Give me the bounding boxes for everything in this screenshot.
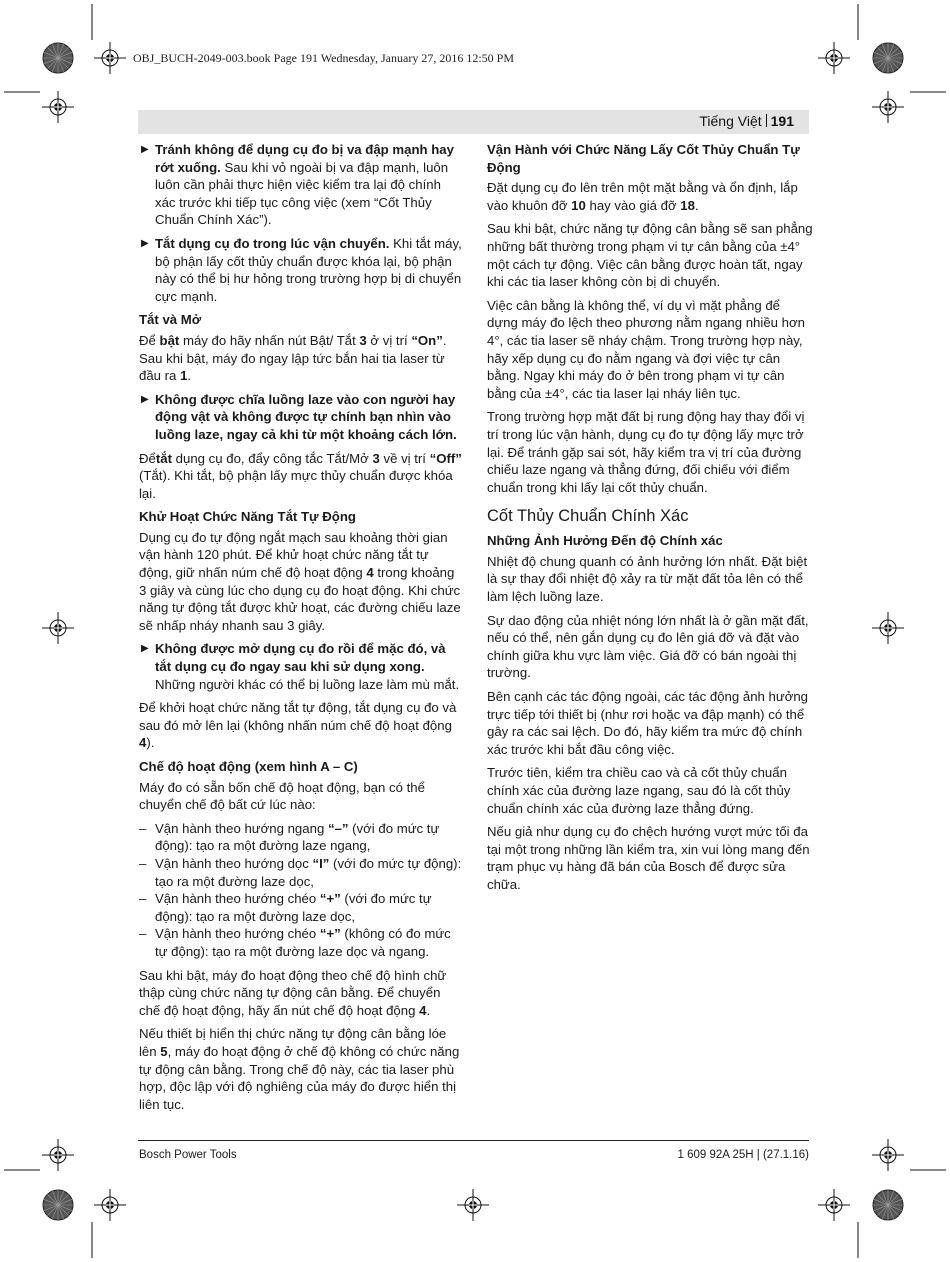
paragraph-switch-off: Đểtắt dụng cụ đo, đẩy công tắc Tắt/Mở 3 về vị trí “Off” (Tắt). Khi tắt, bộ phận lấy mực thủy chuẩn được khóa lại. <box>139 450 462 501</box>
list-item: – Vận hành theo hướng ngang “–” (với đo mức tự động): tạo ra một đường laze ngang, <box>139 820 465 855</box>
triangle-bullet-icon: ▶ <box>141 393 149 405</box>
list-item: – Vận hành theo hướng dọc “I” (với đo mức tự động): tạo ra một đường laze dọc, <box>139 855 465 890</box>
footer-brand: Bosch Power Tools <box>139 1149 237 1161</box>
warning-text: Những người khác có thể bị luồng laze làm mù mắt. <box>155 676 460 692</box>
paragraph-place: Đặt dụng cụ đo lên trên một mặt bằng và ổn định, lắp vào khuôn đỡ 10 hay vào giá đỡ 18. <box>487 180 798 213</box>
paragraph-modes-intro: Máy đo có sẵn bốn chế độ hoạt động, bạn có thể chuyển chế độ bất cứ lúc nào: <box>139 779 425 813</box>
paragraph-auto-off: Dụng cụ đo tự động ngắt mạch sau khoảng thời gian vận hành 120 phút. Để khử hoạt chức năng tắt tự động, giữ nhấn núm chế độ hoạt động 4 trong khoảng 3 giây và cùng lúc cho dụng cụ đo hoạt động. Khi chức năng tự động tắt được khử hoạt, các đường chiếu laze sẽ nhấp nháy nhanh sau 3 giây. <box>139 529 461 633</box>
warning-text: Sau khi vỏ ngoài bị va đập mạnh, luôn luôn cần phải thực hiện việc kiểm tra lại độ chính xác trước khi tiếp tục công việc (xem “Cốt Thủy Chuẩn Chính Xác”). <box>155 159 449 228</box>
paragraph-level-3: Trong trường hợp mặt đất bị rung động hay thay đổi vị trí trong lúc vận hành, dụng cụ đo tự động lấy mực trở lại. Để tránh gặp sai sót, hãy kiểm tra vị trí của đường chiếu laze ngang và thẳng đứng, đối chiếu với điểm chuẩn trong khi lấy lại cốt thủy chuẩn. <box>487 409 805 495</box>
warning-laser-eyes <box>139 391 465 444</box>
modes-list <box>139 820 465 961</box>
paragraph-after-on: Sau khi bật, máy đo hoạt động theo chế độ hình chữ thập cùng chức năng tự động cân bằng. Để chuyển chế độ hoạt động, hãy ấn nút chế độ hoạt động 4. <box>139 967 447 1018</box>
triangle-bullet-icon: ▶ <box>141 643 149 655</box>
triangle-bullet-icon: ▶ <box>141 237 149 249</box>
paragraph-accuracy-1: Nhiệt độ chung quanh có ảnh hưởng lớn nhất. Đặt biệt là sự thay đổi nhiệt độ xảy ra từ mặt đất tỏa lên có thể làm lệch luồng laze. <box>487 553 808 605</box>
warning-drop <box>139 141 465 229</box>
warning-text: Khi tắt máy, bộ phận lấy cốt thủy chuẩn được khóa lại, bộ phận này có thể bị hư hỏng trong trường hợp bị di chuyển cực mạnh. <box>155 235 462 304</box>
heading-auto-off: Khử Hoạt Chức Năng Tắt Tự Động <box>139 509 356 525</box>
slug-line: OBJ_BUCH-2049-003.book Page 191 Wednesday, January 27, 2016 12:50 PM <box>133 51 515 65</box>
footer-doc-number: 1 609 92A 25H | (27.1.16) <box>677 1149 809 1161</box>
warning-bold-text: Tắt dụng cụ đo trong lúc vận chuyển. <box>155 235 390 251</box>
warning-bold-text: Không được mở dụng cụ đo rồi để mặc đó, và tắt dụng cụ đo ngay sau khi sử dụng xong. <box>155 641 446 675</box>
right-column <box>487 141 813 900</box>
paragraph-level-2: Việc cân bằng là không thể, ví dụ vì mặt phẳng để dựng máy đo lệch theo phương nằm ngang nhiều hơn 4°, các tia laser sẽ nháy chậm. Trong trường hợp này, hãy xếp dụng cụ đo nằm ngang và đợi việc tự cân bằng. Ngay khi máy đo ở bên trong phạm vi tự cân bằng của ±4°, các tia laser lại nháy liên tục. <box>487 297 805 401</box>
warning-bold-text: Không được chĩa luồng laze vào con người hay động vật và không được tự chính bạn nhìn vào luồng laze, ngay cả khi từ một khoảng cách lớn. <box>155 391 457 442</box>
paragraph-indicator: Nếu thiết bị hiển thị chức năng tự động cân bằng lóe lên 5, máy đo hoạt động ở chế độ không có chức năng tự động cân bằng. Trong chế độ này, các tia laser phù hợp, độc lập với độ nghiêng của máy đo được hiển thị liên tục. <box>139 1026 460 1112</box>
paragraph-accuracy-4: Trước tiên, kiểm tra chiều cao và cả cốt thủy chuẩn chính xác của đường laze ngang, sau đó là cốt thủy chuẩn chính xác của đường laze thẳng đứng. <box>487 765 791 816</box>
header-separator <box>766 114 767 127</box>
warning-unattended <box>139 640 465 693</box>
heading-auto-level: Vận Hành với Chức Năng Lấy Cốt Thủy Chuẩn Tự Động <box>487 142 800 175</box>
heading-on-off: Tắt và Mở <box>139 312 202 328</box>
list-item: – Vận hành theo hướng chéo “+” (với đo mức tự động): tạo ra một đường laze dọc, <box>139 890 465 925</box>
heading-modes: Chế độ hoạt động (xem hình A – C) <box>139 759 358 774</box>
running-header <box>699 113 794 129</box>
heading-influences: Những Ảnh Hưởng Đến độ Chính xác <box>487 533 723 549</box>
page-number: 191 <box>770 113 794 129</box>
paragraph-level-1: Sau khi bật, chức năng tự động cân bằng sẽ san phẳng những bất thường trong phạm vi tự cân bằng của ±4° một cách tự động. Việc cân bằng được hoàn tất, ngay khi các tia laser không còn bị di chuyển. <box>487 221 813 290</box>
list-item: – Vận hành theo hướng chéo “+” (không có đo mức tự động): tạo ra một đường laze dọc và ngang. <box>139 925 465 960</box>
triangle-bullet-icon: ▶ <box>141 144 149 155</box>
header-language: Tiếng Việt <box>699 113 762 129</box>
warning-transport <box>139 235 465 305</box>
paragraph-switch-on: Để bật máy đo hãy nhấn nút Bật/ Tắt 3 ở vị trí “On”. Sau khi bật, máy đo ngay lập tức bắn hai tia laser từ đầu ra 1. <box>139 332 447 384</box>
paragraph-reactivate: Để khởi hoạt chức năng tắt tự động, tắt dụng cụ đo và sau đó mở lên lại (không nhấn núm chế độ hoạt động 4). <box>139 700 457 751</box>
paragraph-accuracy-3: Bên cạnh các tác động ngoài, các tác động ảnh hưởng trực tiếp tới thiết bị (như rơi hoặc va đập mạnh) có thể gây ra các sai lệch. Do đó, hãy kiểm tra mức độ chính xác trước khi bắt đầu công việc. <box>487 689 809 757</box>
left-column <box>139 141 465 1119</box>
warning-bold-text: Tránh không để dụng cụ đo bị va đập mạnh hay rớt xuống. <box>155 142 454 175</box>
footer-rule <box>138 1140 809 1141</box>
section-title-accuracy: Cốt Thủy Chuẩn Chính Xác <box>487 507 689 526</box>
paragraph-accuracy-5: Nếu giả như dụng cụ đo chệch hướng vượt mức tối đa tại một trong những lần kiểm tra, xin vui lòng mang đến trạm phục vụ hàng đã bán của Bosch để được sửa chữa. <box>487 824 810 892</box>
paragraph-accuracy-2: Sự dao động của nhiệt nóng lớn nhất là ở gần mặt đất, nếu có thể, nên gắn dụng cụ đo lên giá đỡ và đặt vào chính giữa khu vực làm việc. Giá đỡ có bán ngoài thị trường. <box>487 612 809 681</box>
